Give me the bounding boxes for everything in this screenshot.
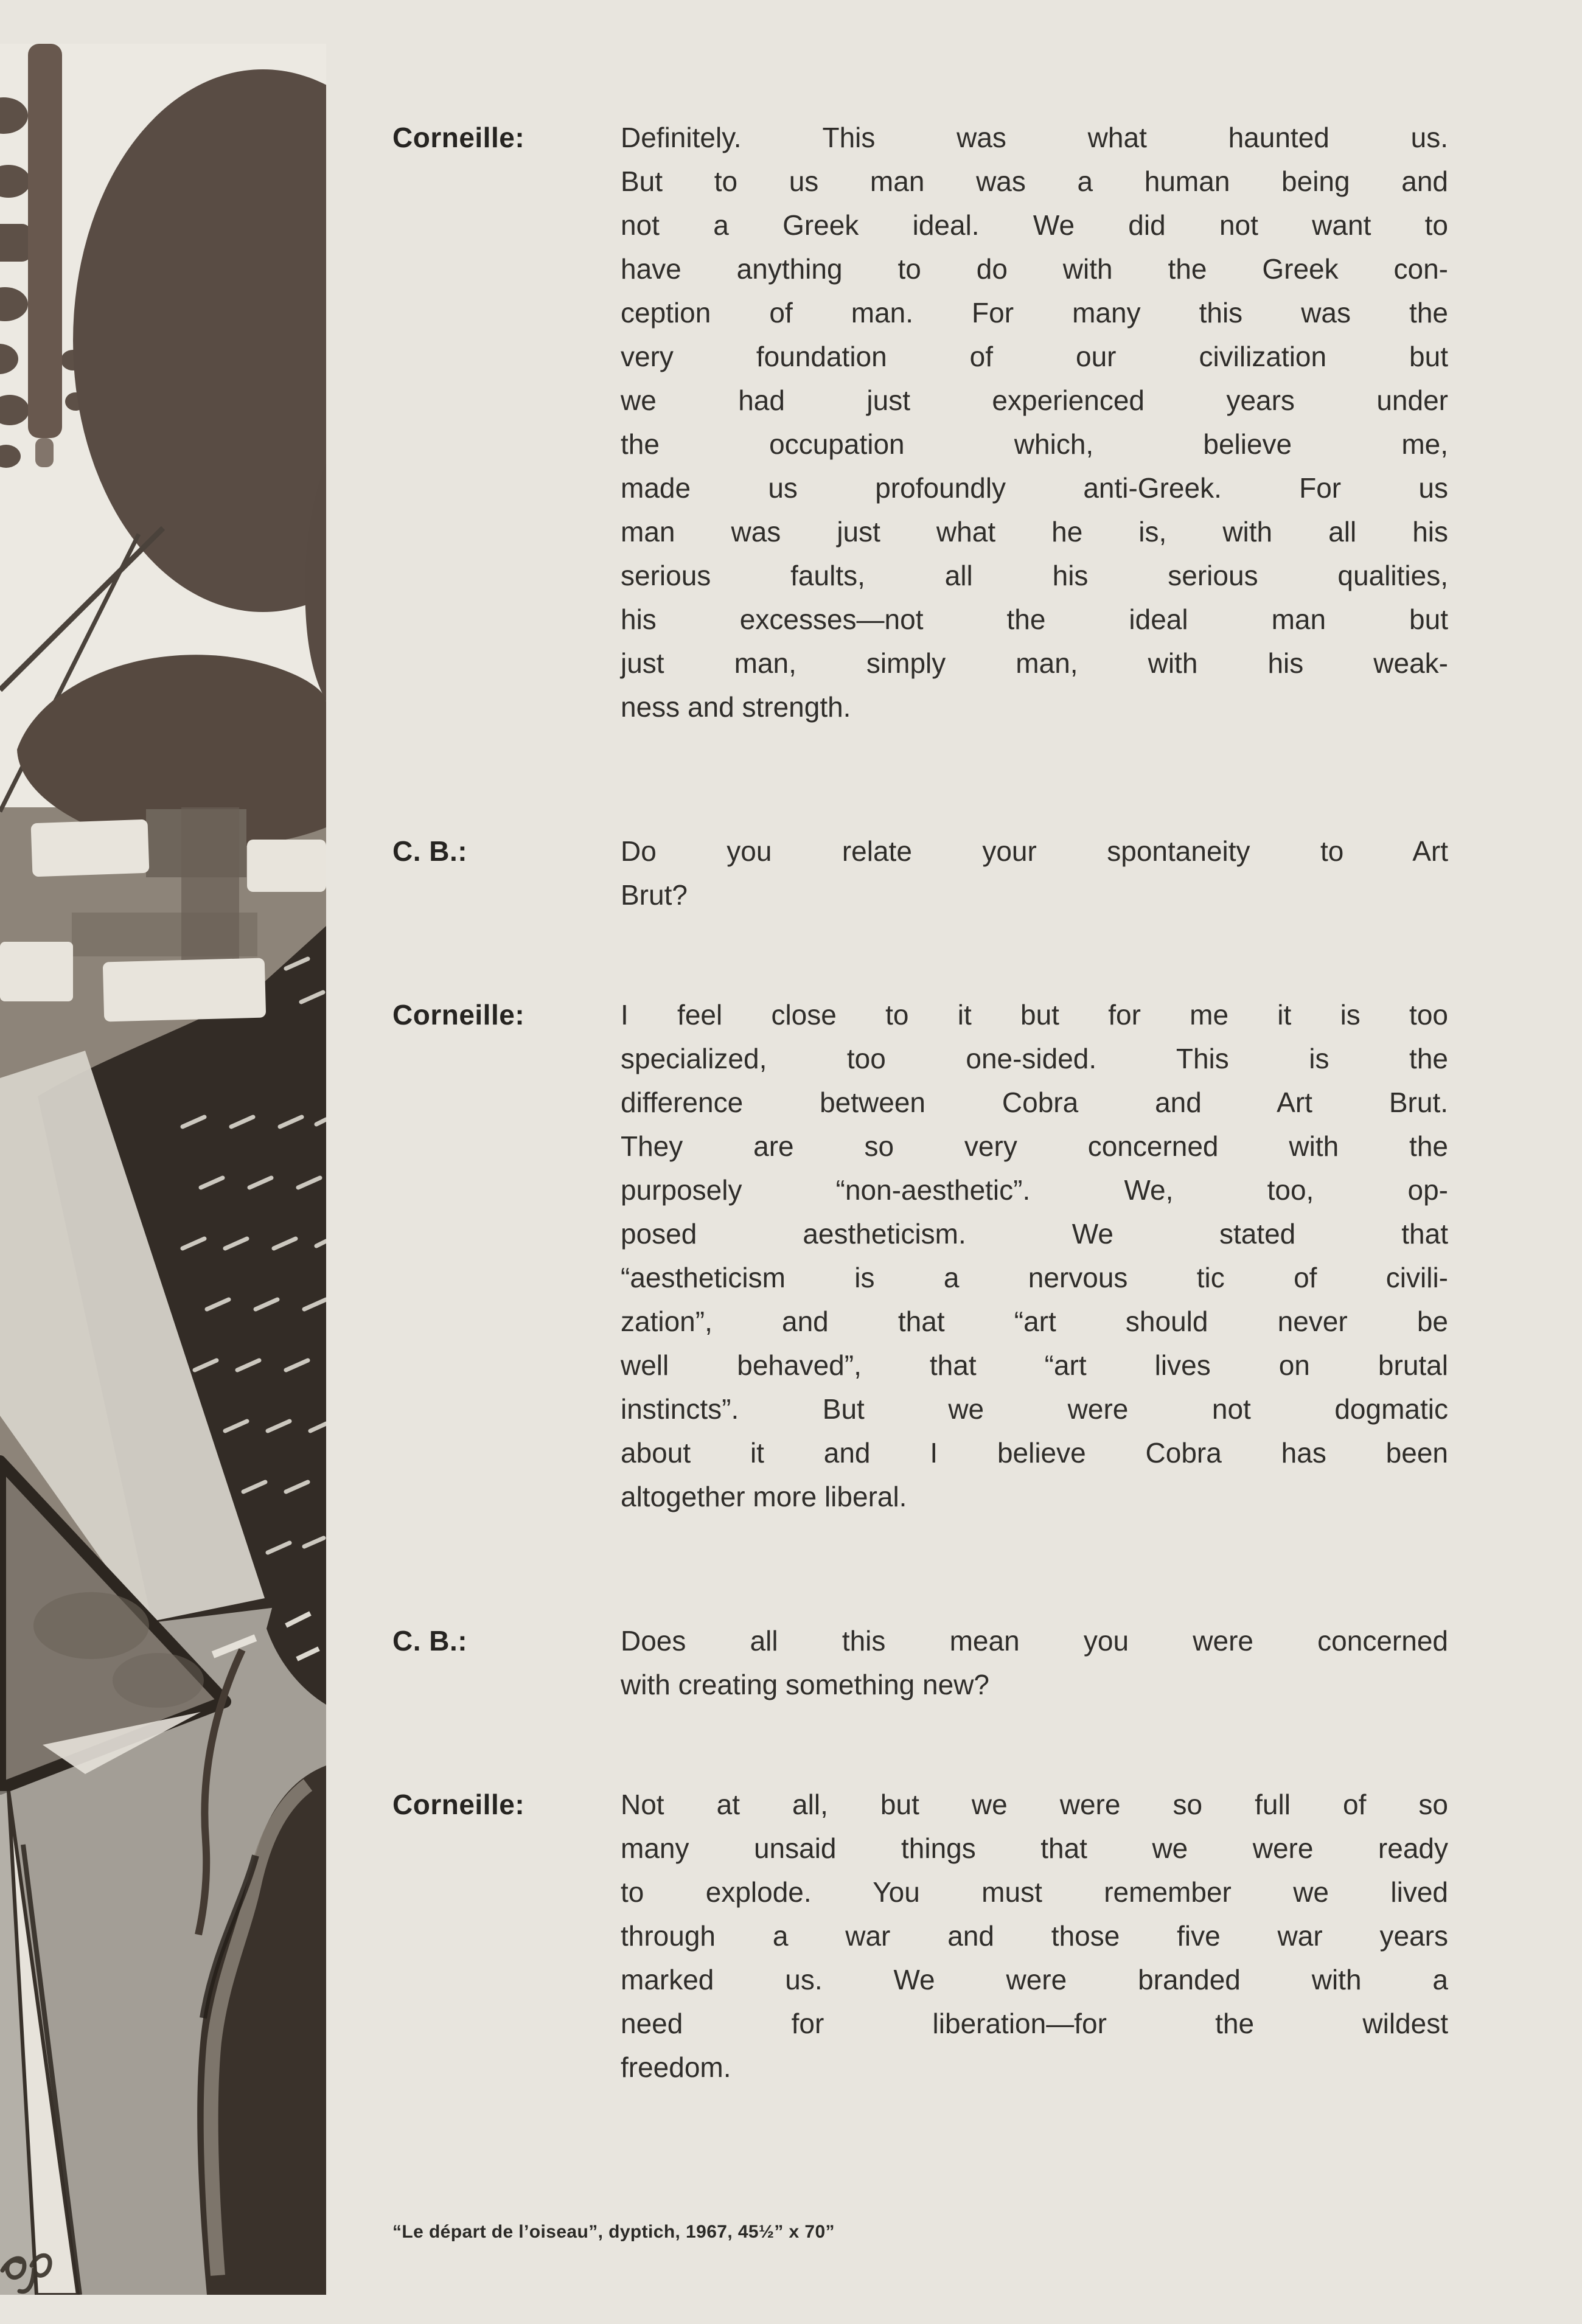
abstract-painting-image [0,44,326,2295]
utterance-text: I feel close to it but for me it is too specialized, too one-sided. This is the difference between Cobra and Art Brut. They are so very concerned with the purposely “non-aesthetic”. We, too, op- posed aestheticism. We stated that “aestheticism is a nervous tic of civili- zation”, and that “art should never be well behaved”, that “art lives on brutal instincts”. But we were not dogmatic about it and I believe Cobra has been altogether more liberal. [621,999,1448,1512]
speaker-label: C. B.: [392,1625,468,1657]
speaker-label: Corneille: [392,999,525,1031]
speaker-label: Corneille: [392,1789,525,1820]
utterance-text: Definitely. This was what haunted us. But to us man was a human being and not a Greek ideal. We did not want to have anything to do with the Greek con- ception of man. For many this was the very foundation of our civilization but we had just experienced years under the occupation which, believe me, made us profoundly anti-Greek. For us man was just what he is, with all his serious faults, all his serious qualities, his excesses—not the ideal man but just man, simply man, with his weak- ness and strength. [621,122,1448,723]
artwork-photo [0,44,326,2295]
utterance-text: Not at all, but we were so full of so many unsaid things that we were ready to explode. You must remember we lived through a war and those five war years marked us. We were branded with a need for liberation—for the wildest freedom. [621,1789,1448,2083]
speaker-label: Corneille: [392,122,525,153]
interview-transcript [392,116,1448,2190]
dialogue-item [392,829,1448,917]
speaker-label: C. B.: [392,835,468,867]
dialogue-item [392,1619,1448,1706]
dialogue-item [392,1783,1448,2089]
artwork-caption: “Le départ de l’oiseau”, dyptich, 1967, 45½” x 70” [392,2222,835,2242]
dialogue-item [392,116,1448,729]
dialogue-item [392,993,1448,1519]
utterance-text: Do you relate your spontaneity to Art Brut? [621,835,1448,911]
utterance-text: Does all this mean you were concerned with creating something new? [621,1625,1448,1700]
